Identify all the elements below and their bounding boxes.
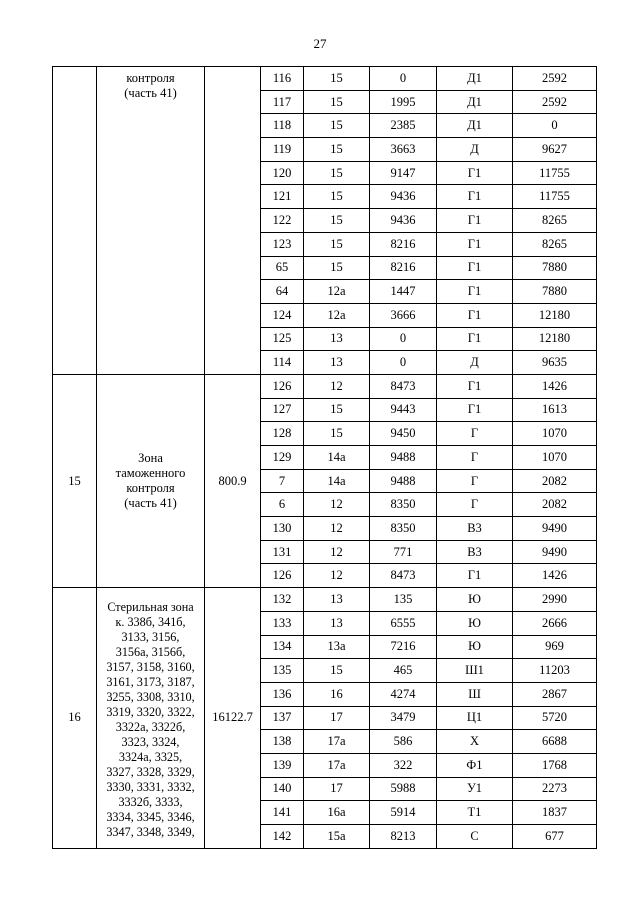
point-number-cell: 116: [261, 67, 304, 91]
point-number-cell: 128: [261, 422, 304, 446]
x-coordinate-cell: 8350: [370, 517, 437, 541]
x-coordinate-cell: 4274: [370, 682, 437, 706]
x-coordinate-cell: 6555: [370, 611, 437, 635]
y-coordinate-cell: 2082: [513, 493, 597, 517]
axis-cell: Г1: [437, 303, 513, 327]
axis-cell: Ц1: [437, 706, 513, 730]
axis-cell: Ф1: [437, 753, 513, 777]
floor-cell: 15: [304, 161, 370, 185]
point-number-cell: 127: [261, 398, 304, 422]
point-number-cell: 136: [261, 682, 304, 706]
point-number-cell: 125: [261, 327, 304, 351]
point-number-cell: 119: [261, 138, 304, 162]
zone-name-line: 3347, 3348, 3349,: [106, 824, 195, 839]
zone-number-cell: 15: [53, 374, 97, 587]
zone-name-cell: [97, 67, 205, 375]
point-number-cell: 137: [261, 706, 304, 730]
point-number-cell: 65: [261, 256, 304, 280]
axis-cell: Г1: [437, 232, 513, 256]
axis-cell: Г1: [437, 161, 513, 185]
x-coordinate-cell: 9450: [370, 422, 437, 446]
y-coordinate-cell: 8265: [513, 209, 597, 233]
point-number-cell: 138: [261, 730, 304, 754]
y-coordinate-cell: 2990: [513, 588, 597, 612]
zone-name-line: (часть 41): [124, 496, 177, 511]
x-coordinate-cell: 7216: [370, 635, 437, 659]
x-coordinate-cell: 8216: [370, 256, 437, 280]
axis-cell: Г1: [437, 398, 513, 422]
floor-cell: 12а: [304, 303, 370, 327]
floor-cell: 13а: [304, 635, 370, 659]
axis-cell: Г: [437, 493, 513, 517]
axis-cell: Г: [437, 469, 513, 493]
axis-cell: Т1: [437, 801, 513, 825]
point-number-cell: 129: [261, 446, 304, 470]
axis-cell: Ю: [437, 635, 513, 659]
point-number-cell: 133: [261, 611, 304, 635]
point-number-cell: 134: [261, 635, 304, 659]
zone-area-cell: 16122.7: [205, 588, 261, 849]
y-coordinate-cell: 11203: [513, 659, 597, 683]
y-coordinate-cell: 9627: [513, 138, 597, 162]
y-coordinate-cell: 1426: [513, 564, 597, 588]
x-coordinate-cell: 771: [370, 540, 437, 564]
y-coordinate-cell: 0: [513, 114, 597, 138]
axis-cell: Г1: [437, 280, 513, 304]
point-number-cell: 130: [261, 517, 304, 541]
y-coordinate-cell: 1070: [513, 422, 597, 446]
floor-cell: 16а: [304, 801, 370, 825]
axis-cell: Г1: [437, 327, 513, 351]
x-coordinate-cell: 0: [370, 351, 437, 375]
x-coordinate-cell: 322: [370, 753, 437, 777]
y-coordinate-cell: 9490: [513, 517, 597, 541]
floor-cell: 14а: [304, 446, 370, 470]
axis-cell: Г: [437, 422, 513, 446]
x-coordinate-cell: 8350: [370, 493, 437, 517]
floor-cell: 12а: [304, 280, 370, 304]
axis-cell: Д: [437, 351, 513, 375]
floor-cell: 17: [304, 777, 370, 801]
axis-cell: Д: [437, 138, 513, 162]
x-coordinate-cell: 9436: [370, 185, 437, 209]
zone-number-cell: 16: [53, 588, 97, 849]
axis-cell: Ю: [437, 588, 513, 612]
x-coordinate-cell: 9443: [370, 398, 437, 422]
floor-cell: 13: [304, 611, 370, 635]
x-coordinate-cell: 0: [370, 67, 437, 91]
zone-area-cell: [205, 67, 261, 375]
floor-cell: 17: [304, 706, 370, 730]
y-coordinate-cell: 2082: [513, 469, 597, 493]
floor-cell: 17а: [304, 753, 370, 777]
zone-name-line: 3322а, 3322б,: [115, 719, 186, 734]
axis-cell: Ю: [437, 611, 513, 635]
y-coordinate-cell: 5720: [513, 706, 597, 730]
x-coordinate-cell: 8216: [370, 232, 437, 256]
y-coordinate-cell: 1768: [513, 753, 597, 777]
zone-name-line: 3157, 3158, 3160,: [106, 659, 195, 674]
y-coordinate-cell: 9635: [513, 351, 597, 375]
y-coordinate-cell: 9490: [513, 540, 597, 564]
point-number-cell: 121: [261, 185, 304, 209]
point-number-cell: 124: [261, 303, 304, 327]
x-coordinate-cell: 3663: [370, 138, 437, 162]
floor-cell: 15: [304, 422, 370, 446]
zone-name-line: 3332б, 3333,: [118, 794, 183, 809]
y-coordinate-cell: 2592: [513, 67, 597, 91]
y-coordinate-cell: 7880: [513, 256, 597, 280]
point-number-cell: 135: [261, 659, 304, 683]
y-coordinate-cell: 677: [513, 825, 597, 849]
zone-name-line: 3156а, 3156б,: [115, 644, 186, 659]
x-coordinate-cell: 2385: [370, 114, 437, 138]
floor-cell: 12: [304, 517, 370, 541]
point-number-cell: 120: [261, 161, 304, 185]
floor-cell: 15: [304, 256, 370, 280]
zone-name-line: Стерильная зона: [107, 599, 194, 614]
zone-name-line: 3323, 3324,: [121, 734, 180, 749]
axis-cell: В3: [437, 517, 513, 541]
x-coordinate-cell: 1995: [370, 90, 437, 114]
axis-cell: Х: [437, 730, 513, 754]
floor-cell: 12: [304, 564, 370, 588]
point-number-cell: 139: [261, 753, 304, 777]
floor-cell: 15: [304, 659, 370, 683]
x-coordinate-cell: 9436: [370, 209, 437, 233]
zone-name-line: 3161, 3173, 3187,: [106, 674, 195, 689]
axis-cell: Г1: [437, 564, 513, 588]
point-number-cell: 141: [261, 801, 304, 825]
y-coordinate-cell: 7880: [513, 280, 597, 304]
zone-name-cell: [97, 374, 205, 587]
point-number-cell: 117: [261, 90, 304, 114]
axis-cell: У1: [437, 777, 513, 801]
y-coordinate-cell: 969: [513, 635, 597, 659]
y-coordinate-cell: 1613: [513, 398, 597, 422]
point-number-cell: 122: [261, 209, 304, 233]
x-coordinate-cell: 465: [370, 659, 437, 683]
floor-cell: 15: [304, 67, 370, 91]
y-coordinate-cell: 2666: [513, 611, 597, 635]
y-coordinate-cell: 12180: [513, 303, 597, 327]
zone-name-line: контроля: [126, 71, 175, 85]
floor-cell: 12: [304, 374, 370, 398]
zone-name-line: 3319, 3320, 3322,: [106, 704, 195, 719]
floor-cell: 15: [304, 185, 370, 209]
axis-cell: Г: [437, 446, 513, 470]
zone-name-line: таможенного: [115, 466, 186, 481]
zone-area-cell: 800.9: [205, 374, 261, 587]
axis-cell: Г1: [437, 256, 513, 280]
point-number-cell: 126: [261, 564, 304, 588]
x-coordinate-cell: 9488: [370, 469, 437, 493]
zone-number-cell: [53, 67, 97, 375]
y-coordinate-cell: 2867: [513, 682, 597, 706]
zone-name-line: 3327, 3328, 3329,: [106, 764, 195, 779]
y-coordinate-cell: 2273: [513, 777, 597, 801]
axis-cell: Г1: [437, 374, 513, 398]
axis-cell: Д1: [437, 114, 513, 138]
page-number: 27: [313, 36, 327, 51]
point-number-cell: 6: [261, 493, 304, 517]
floor-cell: 15а: [304, 825, 370, 849]
point-number-cell: 123: [261, 232, 304, 256]
y-coordinate-cell: 1837: [513, 801, 597, 825]
floor-cell: 15: [304, 398, 370, 422]
y-coordinate-cell: 1426: [513, 374, 597, 398]
point-number-cell: 131: [261, 540, 304, 564]
floor-cell: 15: [304, 114, 370, 138]
table-row: [53, 588, 597, 612]
axis-cell: Ш: [437, 682, 513, 706]
y-coordinate-cell: 12180: [513, 327, 597, 351]
floor-cell: 15: [304, 232, 370, 256]
x-coordinate-cell: 586: [370, 730, 437, 754]
point-number-cell: 132: [261, 588, 304, 612]
x-coordinate-cell: 1447: [370, 280, 437, 304]
point-number-cell: 7: [261, 469, 304, 493]
point-number-cell: 64: [261, 280, 304, 304]
zone-name-cell: [97, 588, 205, 849]
floor-cell: 13: [304, 327, 370, 351]
axis-cell: Г1: [437, 185, 513, 209]
axis-cell: Д1: [437, 90, 513, 114]
axis-cell: В3: [437, 540, 513, 564]
table-row: [53, 67, 597, 91]
y-coordinate-cell: 2592: [513, 90, 597, 114]
x-coordinate-cell: 3479: [370, 706, 437, 730]
zone-name-line: 3133, 3156,: [121, 629, 180, 644]
zones-table: [52, 66, 597, 849]
floor-cell: 15: [304, 90, 370, 114]
x-coordinate-cell: 3666: [370, 303, 437, 327]
floor-cell: 13: [304, 588, 370, 612]
table-row: [53, 374, 597, 398]
zone-name-line: Зона: [138, 451, 163, 466]
axis-cell: Д1: [437, 67, 513, 91]
zone-name-line: к. 338б, 341б,: [115, 614, 186, 629]
point-number-cell: 140: [261, 777, 304, 801]
y-coordinate-cell: 11755: [513, 185, 597, 209]
axis-cell: Г1: [437, 209, 513, 233]
zone-name-line: контроля: [126, 481, 175, 496]
x-coordinate-cell: 5988: [370, 777, 437, 801]
x-coordinate-cell: 135: [370, 588, 437, 612]
y-coordinate-cell: 11755: [513, 161, 597, 185]
zone-name-line: (часть 41): [124, 86, 177, 100]
point-number-cell: 118: [261, 114, 304, 138]
y-coordinate-cell: 8265: [513, 232, 597, 256]
floor-cell: 12: [304, 493, 370, 517]
x-coordinate-cell: 8473: [370, 374, 437, 398]
zone-name-line: 3255, 3308, 3310,: [106, 689, 195, 704]
point-number-cell: 142: [261, 825, 304, 849]
floor-cell: 17а: [304, 730, 370, 754]
x-coordinate-cell: 8213: [370, 825, 437, 849]
axis-cell: С: [437, 825, 513, 849]
point-number-cell: 114: [261, 351, 304, 375]
floor-cell: 15: [304, 138, 370, 162]
floor-cell: 16: [304, 682, 370, 706]
x-coordinate-cell: 9147: [370, 161, 437, 185]
floor-cell: 14а: [304, 469, 370, 493]
y-coordinate-cell: 6688: [513, 730, 597, 754]
axis-cell: Ш1: [437, 659, 513, 683]
x-coordinate-cell: 9488: [370, 446, 437, 470]
zone-name-line: 3334, 3345, 3346,: [106, 809, 195, 824]
floor-cell: 12: [304, 540, 370, 564]
x-coordinate-cell: 8473: [370, 564, 437, 588]
floor-cell: 15: [304, 209, 370, 233]
y-coordinate-cell: 1070: [513, 446, 597, 470]
zone-name-line: 3330, 3331, 3332,: [106, 779, 195, 794]
floor-cell: 13: [304, 351, 370, 375]
x-coordinate-cell: 5914: [370, 801, 437, 825]
zone-name-line: 3324а, 3325,: [118, 749, 183, 764]
point-number-cell: 126: [261, 374, 304, 398]
x-coordinate-cell: 0: [370, 327, 437, 351]
